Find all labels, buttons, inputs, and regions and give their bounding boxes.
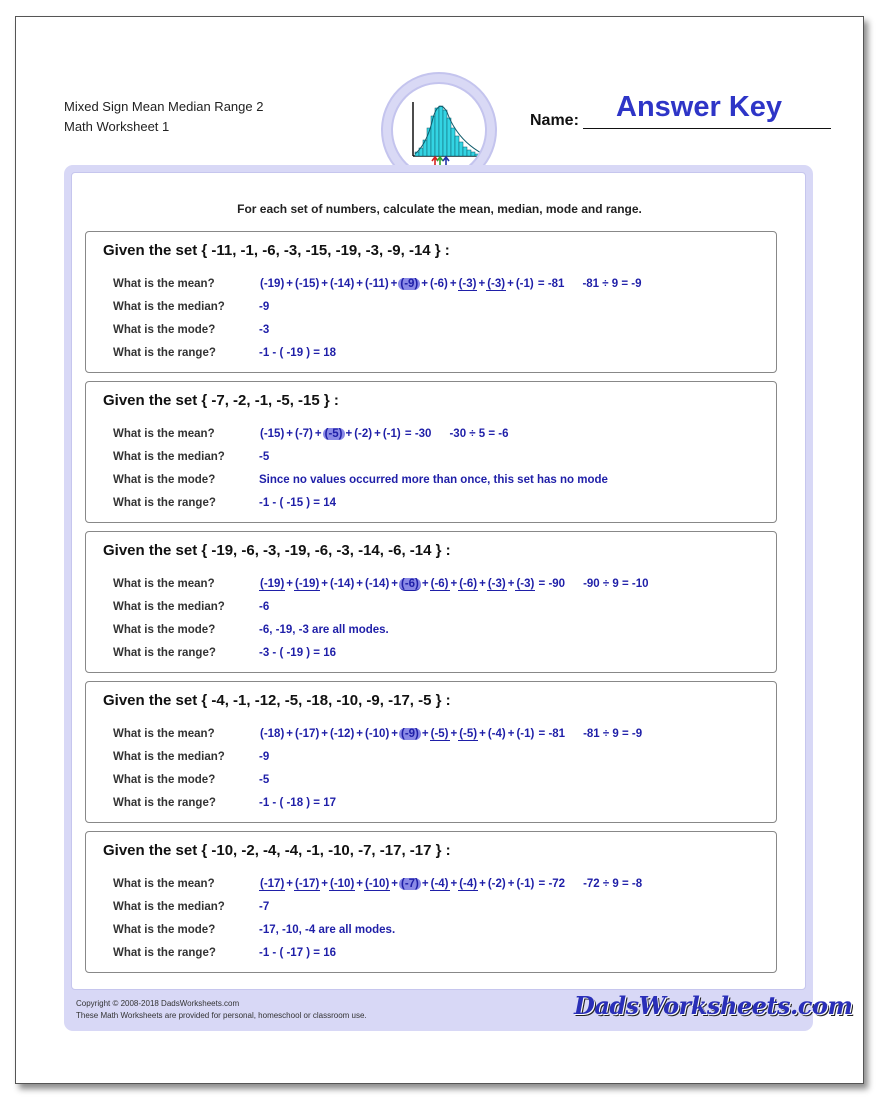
plus-sign: + — [479, 578, 486, 590]
mode-term: (-6) — [430, 578, 449, 590]
problem-title: Given the set { -11, -1, -6, -3, -15, -19, -3, -9, -14 } : — [103, 242, 450, 259]
plus-sign: + — [321, 728, 328, 740]
plus-sign: + — [374, 428, 381, 440]
mean-label: What is the mean? — [113, 578, 215, 590]
mode-term: (-5) — [430, 728, 449, 740]
median-term: (-7) — [401, 878, 419, 890]
plus-sign: + — [507, 278, 514, 290]
mean-term: (-19) — [260, 278, 285, 290]
plus-sign: + — [286, 878, 293, 890]
mean-term: (-1) — [516, 878, 535, 890]
plus-sign: + — [479, 728, 486, 740]
plus-sign: + — [450, 878, 458, 890]
worksheet-title — [64, 97, 263, 137]
mean-term: (-14) — [365, 578, 390, 590]
mean-label: What is the mean? — [113, 728, 215, 740]
mean-term: (-17) — [295, 728, 320, 740]
mode-term: (-5) — [459, 728, 478, 740]
median-answer: -9 — [259, 751, 270, 763]
mean-terms — [259, 728, 535, 740]
plus-sign: + — [356, 278, 363, 290]
mode-term: (-10) — [365, 878, 390, 890]
worksheet-frame — [64, 165, 853, 1031]
plus-sign: + — [356, 728, 363, 740]
plus-sign: + — [479, 878, 486, 890]
plus-sign: + — [450, 728, 458, 740]
mode-answer: -6, -19, -3 are all modes. — [259, 624, 389, 636]
median-label: What is the median? — [113, 601, 225, 613]
problem-card — [85, 531, 777, 673]
mean-terms — [259, 428, 402, 440]
mean-sum: = -30 — [404, 428, 432, 440]
mean-term: (-15) — [260, 428, 285, 440]
mean-division: -81 ÷ 9 = -9 — [582, 278, 642, 290]
mean-division: -81 ÷ 9 = -9 — [583, 728, 643, 740]
mean-sum: = -81 — [538, 728, 566, 740]
median-label: What is the median? — [113, 751, 225, 763]
plus-sign: + — [421, 578, 429, 590]
median-label: What is the median? — [113, 451, 225, 463]
mean-term: (-11) — [365, 278, 389, 290]
plus-sign: + — [421, 278, 428, 290]
problem-title: Given the set { -10, -2, -4, -4, -1, -10, -7, -17, -17 } : — [103, 842, 451, 859]
mode-term: (-3) — [487, 578, 506, 590]
mean-term: (-12) — [330, 728, 355, 740]
mean-sum: = -90 — [538, 578, 566, 590]
mode-term: (-3) — [487, 278, 506, 290]
range-label: What is the range? — [113, 347, 216, 359]
instructions: For each set of numbers, calculate the mean, median, mode and range. — [237, 202, 642, 216]
mode-answer: -5 — [259, 774, 270, 786]
mean-terms — [259, 278, 535, 290]
mean-label: What is the mean? — [113, 428, 215, 440]
mode-term: (-19) — [260, 578, 285, 590]
mode-term: (-3) — [516, 578, 535, 590]
worksheet-content — [71, 172, 806, 990]
plus-sign: + — [507, 878, 515, 890]
mean-term: (-14) — [330, 578, 355, 590]
plus-sign: + — [286, 428, 293, 440]
mode-label: What is the mode? — [113, 624, 216, 636]
median-term: (-5) — [324, 428, 343, 440]
plus-sign: + — [390, 278, 398, 290]
plus-sign: + — [421, 878, 429, 890]
median-answer: -9 — [259, 301, 270, 313]
plus-sign: + — [356, 578, 363, 590]
plus-sign: + — [321, 878, 328, 890]
histogram-icon — [393, 84, 487, 178]
mean-answer — [259, 728, 642, 741]
median-answer: -7 — [259, 901, 270, 913]
range-label: What is the range? — [113, 647, 216, 659]
footer — [76, 998, 367, 1022]
median-term: (-6) — [401, 578, 419, 590]
mode-term: (-6) — [459, 578, 478, 590]
mean-sum: = -72 — [538, 878, 566, 890]
mean-term: (-10) — [365, 728, 390, 740]
mean-division: -72 ÷ 9 = -8 — [583, 878, 643, 890]
answer-key-title: Answer Key — [616, 91, 783, 123]
plus-sign: + — [286, 278, 293, 290]
mean-term: (-2) — [487, 878, 506, 890]
mode-label: What is the mode? — [113, 924, 216, 936]
mean-term: (-7) — [295, 428, 313, 440]
mean-division: -90 ÷ 9 = -10 — [583, 578, 649, 590]
copyright-text: Copyright © 2008-2018 DadsWorksheets.com — [76, 999, 240, 1008]
median-label: What is the median? — [113, 901, 225, 913]
range-answer: -1 - ( -17 ) = 16 — [259, 947, 337, 959]
mode-term: (-10) — [330, 878, 355, 890]
plus-sign: + — [507, 728, 515, 740]
mode-label: What is the mode? — [113, 324, 216, 336]
problem-title: Given the set { -4, -1, -12, -5, -18, -10, -9, -17, -5 } : — [103, 692, 451, 709]
plus-sign: + — [450, 578, 458, 590]
mean-term: (-18) — [260, 728, 285, 740]
range-answer: -1 - ( -18 ) = 17 — [259, 797, 337, 809]
brand-logo[interactable]: DadsWorksheets.com — [574, 991, 853, 1020]
problem-title: Given the set { -19, -6, -3, -19, -6, -3, -14, -6, -14 } : — [103, 542, 451, 559]
mean-term: (-1) — [516, 728, 535, 740]
mean-answer — [259, 878, 642, 891]
mean-label: What is the mean? — [113, 878, 215, 890]
mean-sum: = -81 — [537, 278, 565, 290]
median-term: (-9) — [401, 728, 419, 740]
mean-answer — [259, 428, 509, 440]
mean-term: (-14) — [330, 278, 355, 290]
mode-term: (-4) — [459, 878, 478, 890]
mean-term: (-1) — [515, 278, 534, 290]
mode-term: (-3) — [458, 278, 477, 290]
median-term: (-9) — [400, 278, 419, 290]
problem-card — [85, 381, 777, 523]
mode-term: (-4) — [430, 878, 449, 890]
plus-sign: + — [391, 878, 398, 890]
problem-card — [85, 831, 777, 973]
plus-sign: + — [421, 728, 429, 740]
mean-terms — [259, 878, 535, 890]
mean-label: What is the mean? — [113, 278, 215, 290]
mean-terms — [259, 578, 535, 590]
median-answer: -5 — [259, 451, 270, 463]
plus-sign: + — [321, 578, 328, 590]
mode-label: What is the mode? — [113, 474, 216, 486]
name-label: Name: — [530, 112, 579, 129]
problem-card — [85, 681, 777, 823]
mode-term: (-17) — [295, 878, 320, 890]
range-label: What is the range? — [113, 947, 216, 959]
plus-sign: + — [391, 728, 398, 740]
mean-term: (-15) — [295, 278, 320, 290]
plus-sign: + — [391, 578, 398, 590]
problem-title: Given the set { -7, -2, -1, -5, -15 } : — [103, 392, 339, 409]
mode-answer: Since no values occurred more than once, this set has no mode — [259, 474, 608, 486]
worksheet-title-line1: Mixed Sign Mean Median Range 2 — [64, 99, 264, 114]
range-answer: -3 - ( -19 ) = 16 — [259, 647, 337, 659]
plus-sign: + — [286, 728, 293, 740]
plus-sign: + — [345, 428, 353, 440]
usage-notice: These Math Worksheets are provided for personal, homeschool or classroom use. — [76, 1011, 367, 1020]
mode-term: (-19) — [295, 578, 320, 590]
plus-sign: + — [286, 578, 293, 590]
median-label: What is the median? — [113, 301, 225, 313]
median-answer: -6 — [259, 601, 270, 613]
range-answer: -1 - ( -19 ) = 18 — [259, 347, 337, 359]
problem-card — [85, 231, 777, 373]
worksheet-page — [15, 16, 864, 1084]
range-answer: -1 - ( -15 ) = 14 — [259, 497, 337, 509]
mean-term: (-6) — [429, 278, 448, 290]
plus-sign: + — [321, 278, 328, 290]
mean-term: (-1) — [382, 428, 401, 440]
mean-term: (-4) — [487, 728, 506, 740]
worksheet-title-line2: Math Worksheet 1 — [64, 119, 170, 134]
plus-sign: + — [507, 578, 515, 590]
name-field[interactable] — [583, 128, 831, 129]
plus-sign: + — [449, 278, 457, 290]
mode-answer: -17, -10, -4 are all modes. — [259, 924, 396, 936]
range-label: What is the range? — [113, 797, 216, 809]
mean-answer — [259, 578, 649, 591]
range-label: What is the range? — [113, 497, 216, 509]
plus-sign: + — [314, 428, 322, 440]
mode-label: What is the mode? — [113, 774, 216, 786]
mode-term: (-17) — [260, 878, 285, 890]
plus-sign: + — [478, 278, 486, 290]
mode-answer: -3 — [259, 324, 270, 336]
bell-curve-logo-inner — [391, 82, 487, 178]
mean-division: -30 ÷ 5 = -6 — [449, 428, 509, 440]
mean-term: (-2) — [354, 428, 373, 440]
mean-answer — [259, 278, 642, 291]
plus-sign: + — [356, 878, 363, 890]
